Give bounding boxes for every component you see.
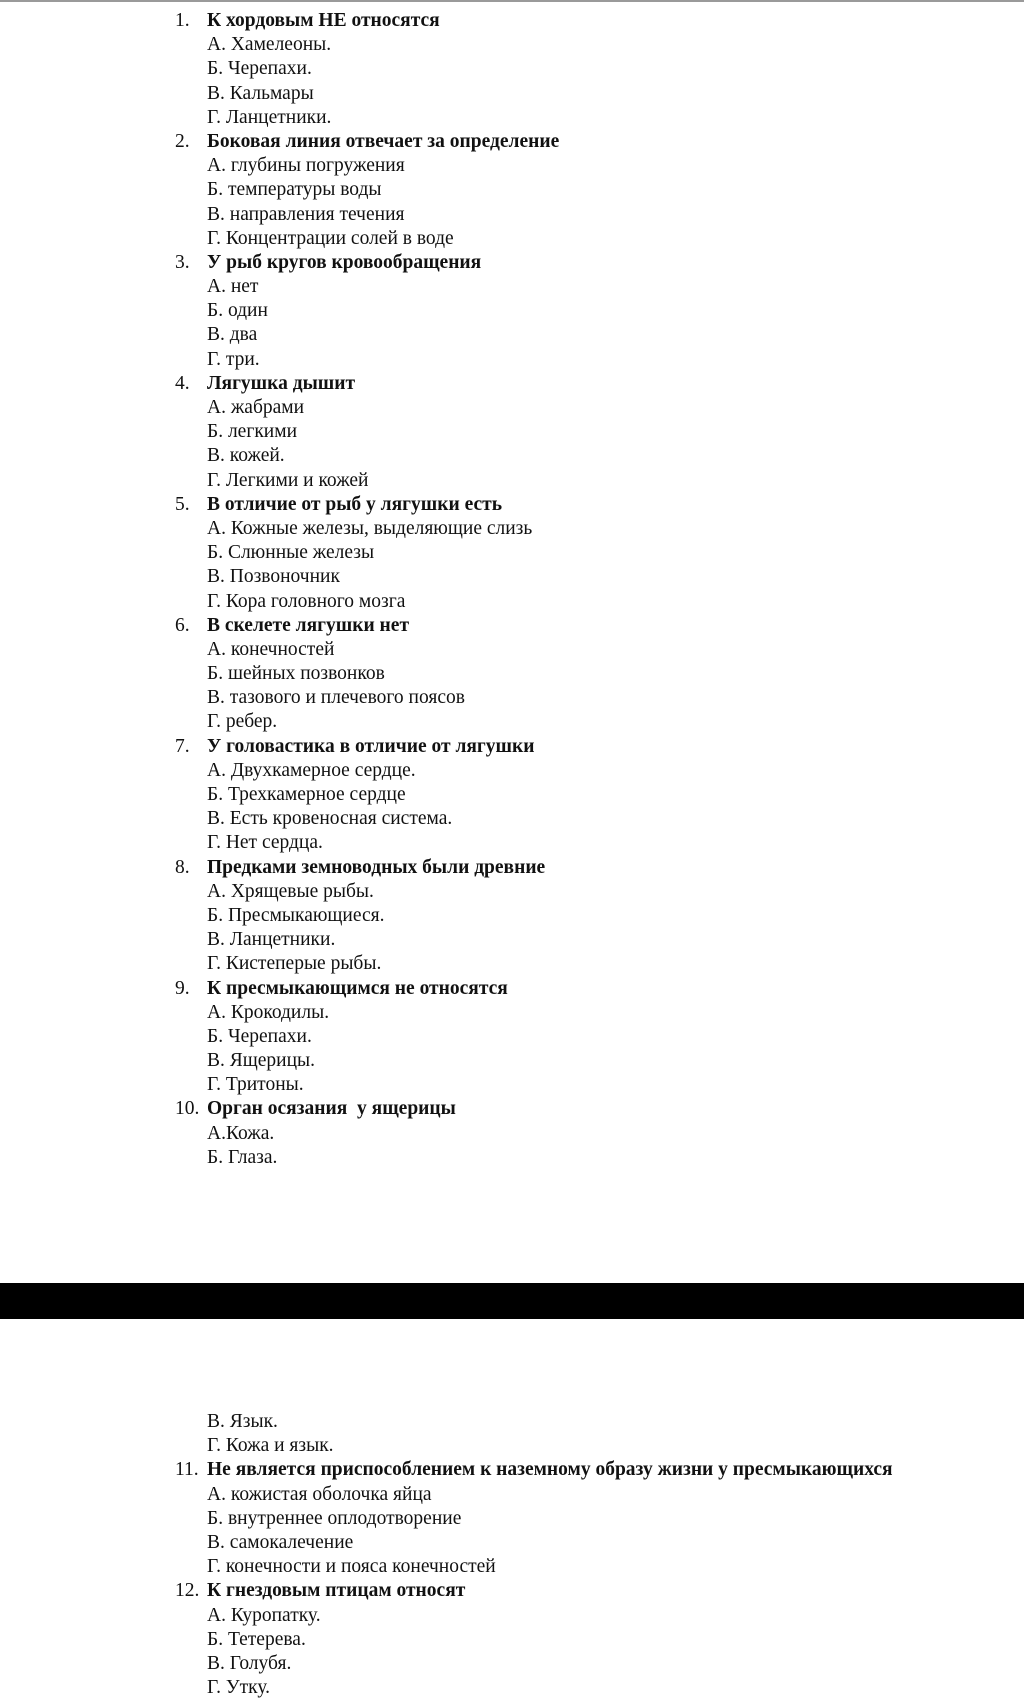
question-number: 4. — [175, 372, 190, 394]
answer-option: В. Ящерицы. — [207, 1050, 316, 1072]
answer-option: Б. шейных позвонков — [207, 663, 385, 685]
question-11 — [0, 1458, 1024, 1579]
answer-option: А. жабрами — [207, 397, 305, 418]
answer-option: В. кожей. — [207, 445, 285, 467]
question-3 — [0, 251, 1024, 372]
question-text: К пресмыкающимся не относятся — [207, 977, 508, 999]
answer-option: А. Куропатку. — [207, 1604, 321, 1626]
question-number: 10. — [175, 1098, 200, 1120]
page-separator-bar — [0, 1283, 1024, 1319]
answer-option: А. Двухкамерное сердце. — [207, 759, 416, 781]
question-number: 6. — [175, 614, 190, 636]
question-9 — [0, 977, 1024, 1098]
answer-option: Г. Ланцетники. — [207, 106, 332, 128]
question-number: 12. — [175, 1580, 200, 1602]
answer-option: Г. Нет сердца. — [207, 832, 323, 854]
question-text: Боковая линия отвечает за определение — [207, 130, 560, 152]
quiz-page-top — [0, 9, 1024, 1170]
question-text: У головастика в отличие от лягушки — [207, 735, 535, 757]
answer-option: Б. внутреннее оплодотворение — [207, 1507, 462, 1529]
answer-option: Г. три. — [207, 348, 260, 370]
answer-option: Б. Черепахи. — [207, 58, 312, 80]
answer-option: В. Ланцетники. — [207, 929, 336, 951]
question-text: Предками земноводных были древние — [207, 856, 546, 878]
question-7 — [0, 735, 1024, 856]
answer-option: В. Позвоночник — [207, 566, 340, 588]
question-number: 5. — [175, 493, 190, 515]
answer-option: Г. Кора головного мозга — [207, 590, 406, 612]
answer-option: Б. легкими — [207, 421, 298, 443]
answer-option: Б. Трехкамерное сердце — [207, 784, 406, 805]
answer-option: В. два — [207, 324, 258, 346]
answer-option: А. Кожные железы, выделяющие слизь — [207, 517, 533, 539]
question-number: 2. — [175, 130, 190, 152]
answer-option: Б. Глаза. — [207, 1146, 278, 1168]
answer-option: Г. Концентрации солей в воде — [207, 227, 454, 249]
answer-option: А.Кожа. — [207, 1122, 275, 1144]
question-8 — [0, 856, 1024, 977]
question-number: 8. — [175, 856, 190, 878]
answer-option: А. конечностей — [207, 638, 335, 660]
answer-option: А. Хамелеоны. — [207, 34, 332, 56]
quiz-page-bottom — [0, 1410, 1024, 1700]
question-10-continued — [0, 1410, 1024, 1458]
question-6 — [0, 614, 1024, 735]
question-number: 3. — [175, 251, 190, 273]
answer-option: Г. Кожа и язык. — [207, 1435, 334, 1457]
question-12 — [0, 1579, 1024, 1700]
question-text: К гнездовым птицам относят — [207, 1580, 466, 1602]
answer-option: А. Хрящевые рыбы. — [207, 880, 374, 902]
answer-option: В. тазового и плечевого поясов — [207, 687, 465, 709]
question-text: Орган осязания у ящерицы — [207, 1098, 456, 1120]
question-number: 7. — [175, 735, 190, 757]
answer-option: А. кожистая оболочка яйца — [207, 1483, 432, 1505]
question-4 — [0, 372, 1024, 493]
answer-option: В. Кальмары — [207, 82, 314, 104]
answer-option: В. Язык. — [207, 1411, 278, 1432]
question-text: Лягушка дышит — [207, 372, 356, 394]
answer-option: Г. конечности и пояса конечностей — [207, 1556, 496, 1578]
answer-option: В. Есть кровеносная система. — [207, 808, 453, 830]
answer-option: Б. температуры воды — [207, 179, 382, 201]
question-text: Не является приспособлением к наземному образу жизни у пресмыкающихся — [207, 1459, 893, 1481]
question-10 — [0, 1097, 1024, 1170]
answer-option: Б. Слюнные железы — [207, 542, 375, 564]
question-text: К хордовым НЕ относятся — [207, 10, 440, 31]
question-2 — [0, 130, 1024, 251]
answer-option: Г. ребер. — [207, 711, 278, 733]
question-1 — [0, 9, 1024, 130]
answer-option: Б. Тетерева. — [207, 1628, 306, 1650]
question-5 — [0, 493, 1024, 614]
answer-option: Б. один — [207, 300, 268, 322]
answer-option: Г. Утку. — [207, 1677, 271, 1699]
question-number: 11. — [175, 1459, 199, 1481]
answer-option: Б. Черепахи. — [207, 1025, 312, 1047]
answer-option: В. самокалечение — [207, 1531, 354, 1553]
answer-option: Б. Пресмыкающиеся. — [207, 904, 385, 926]
answer-option: Г. Кистеперые рыбы. — [207, 953, 382, 975]
answer-option: В. Голубя. — [207, 1652, 292, 1674]
answer-option: В. направления течения — [207, 203, 405, 225]
question-text: У рыб кругов кровообращения — [207, 251, 482, 273]
answer-option: Г. Легкими и кожей — [207, 469, 369, 491]
question-text: В отличие от рыб у лягушки есть — [207, 493, 503, 515]
answer-option: А. Крокодилы. — [207, 1001, 330, 1023]
page-top-edge — [0, 0, 1024, 2]
answer-option: Г. Тритоны. — [207, 1074, 304, 1096]
answer-option: А. нет — [207, 276, 259, 298]
question-text: В скелете лягушки нет — [207, 614, 410, 636]
question-number: 1. — [175, 10, 190, 31]
question-number: 9. — [175, 977, 190, 999]
answer-option: А. глубины погружения — [207, 155, 405, 177]
